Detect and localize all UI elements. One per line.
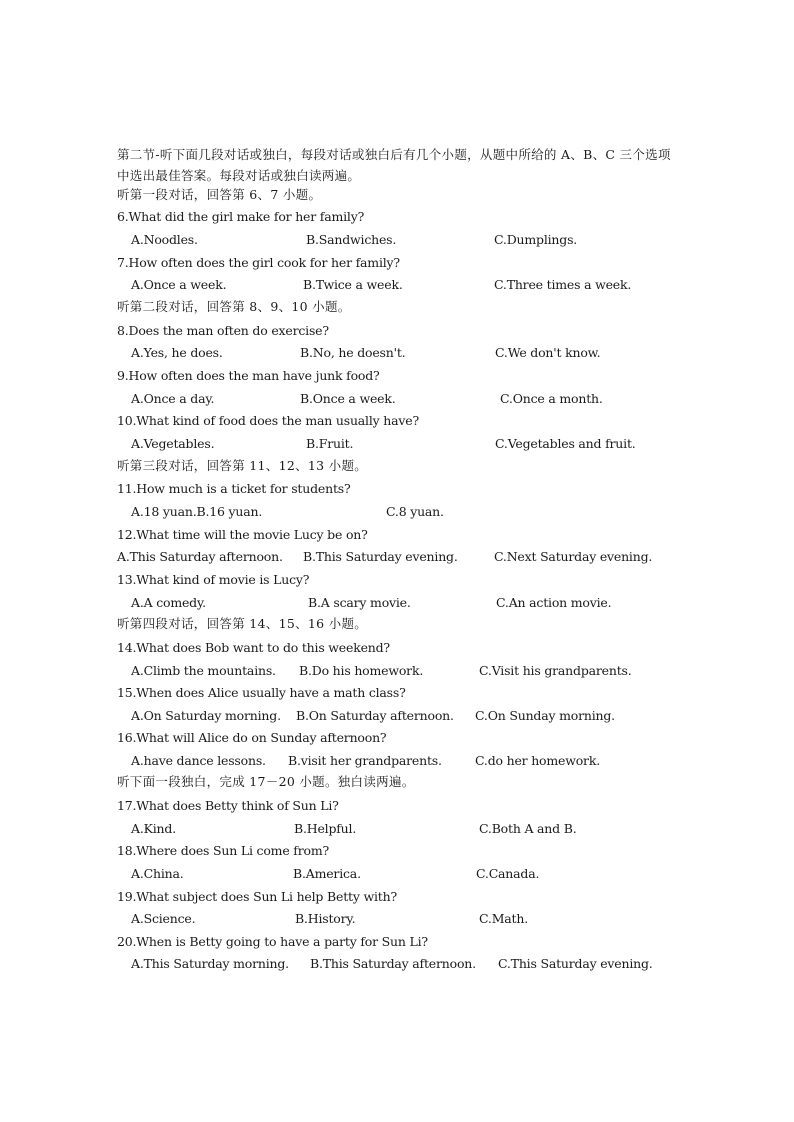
question-12: 12.What time will the movie Lucy be on? [117,527,368,542]
option-10b: B.Fruit. [306,436,354,451]
option-10c: C.Vegetables and fruit. [495,436,636,451]
question-13: 13.What kind of movie is Lucy? [117,572,310,587]
option-11c: C.8 yuan. [386,504,444,519]
option-17a: A.Kind. [131,821,176,836]
option-14c: C.Visit his grandparents. [479,663,632,678]
option-18c: C.Canada. [476,866,540,881]
option-13c: C.An action movie. [496,595,612,610]
option-14a: A.Climb the mountains. [131,663,276,678]
question-7: 7.How often does the girl cook for her family? [117,255,400,270]
section-intro: 第二节-听下面几段对话或独白，每段对话或独白后有几个小题，从题中所给的 A、B、C 三个选项中选出最佳答案。每段对话或独白读两遍。 [117,147,671,183]
option-15a: A.On Saturday morning. [131,708,281,723]
option-20b: B.This Saturday afternoon. [310,956,476,971]
section-heading-3: 听第三段对话，回答第 11、12、13 小题。 [117,458,368,473]
question-17: 17.What does Betty think of Sun Li? [117,798,339,813]
option-15b: B.On Saturday afternoon. [296,708,454,723]
option-18b: B.America. [293,866,361,881]
section-heading-5: 听下面一段独白，完成 17－20 小题。独白读两遍。 [117,774,415,789]
question-14: 14.What does Bob want to do this weekend? [117,640,390,655]
option-8c: C.We don't know. [495,345,601,360]
question-20: 20.When is Betty going to have a party for Sun Li? [117,934,428,949]
question-8: 8.Does the man often do exercise? [117,323,329,338]
question-19: 19.What subject does Sun Li help Betty with? [117,889,397,904]
section-heading-4: 听第四段对话，回答第 14、15、16 小题。 [117,616,368,631]
option-6c: C.Dumplings. [494,232,578,247]
option-17c: C.Both A and B. [479,821,577,836]
option-12c: C.Next Saturday evening. [494,549,653,564]
option-16c: C.do her homework. [475,753,600,768]
option-19a: A.Science. [131,911,196,926]
option-6b: B.Sandwiches. [306,232,397,247]
question-18: 18.Where does Sun Li come from? [117,843,329,858]
option-12a: A.This Saturday afternoon. [117,549,283,564]
option-19c: C.Math. [479,911,528,926]
option-13a: A.A comedy. [131,595,206,610]
option-20c: C.This Saturday evening. [498,956,653,971]
option-9c: C.Once a month. [500,391,603,406]
question-9: 9.How often does the man have junk food? [117,368,380,383]
question-11: 11.How much is a ticket for students? [117,481,351,496]
option-12b: B.This Saturday evening. [303,549,458,564]
section-heading-1: 听第一段对话，回答第 6、7 小题。 [117,187,322,202]
question-10: 10.What kind of food does the man usually have? [117,413,419,428]
option-8b: B.No, he doesn't. [300,345,406,360]
option-9b: B.Once a week. [300,391,396,406]
option-16a: A.have dance lessons. [131,753,266,768]
option-8a: A.Yes, he does. [131,345,223,360]
option-19b: B.History. [295,911,356,926]
option-7c: C.Three times a week. [494,277,632,292]
option-13b: B.A scary movie. [308,595,411,610]
option-16b: B.visit her grandparents. [288,753,442,768]
option-7a: A.Once a week. [131,277,227,292]
option-15c: C.On Sunday morning. [475,708,615,723]
section-heading-2: 听第二段对话，回答第 8、9、10 小题。 [117,299,351,314]
option-18a: A.China. [131,866,184,881]
option-7b: B.Twice a week. [303,277,403,292]
question-15: 15.When does Alice usually have a math class? [117,685,406,700]
option-17b: B.Helpful. [294,821,357,836]
option-6a: A.Noodles. [131,232,198,247]
option-11ab: A.18 yuan.B.16 yuan. [131,504,263,519]
option-14b: B.Do his homework. [299,663,424,678]
option-20a: A.This Saturday morning. [131,956,289,971]
option-10a: A.Vegetables. [131,436,215,451]
question-16: 16.What will Alice do on Sunday afternoon? [117,730,387,745]
question-6: 6.What did the girl make for her family? [117,209,365,224]
option-9a: A.Once a day. [131,391,215,406]
